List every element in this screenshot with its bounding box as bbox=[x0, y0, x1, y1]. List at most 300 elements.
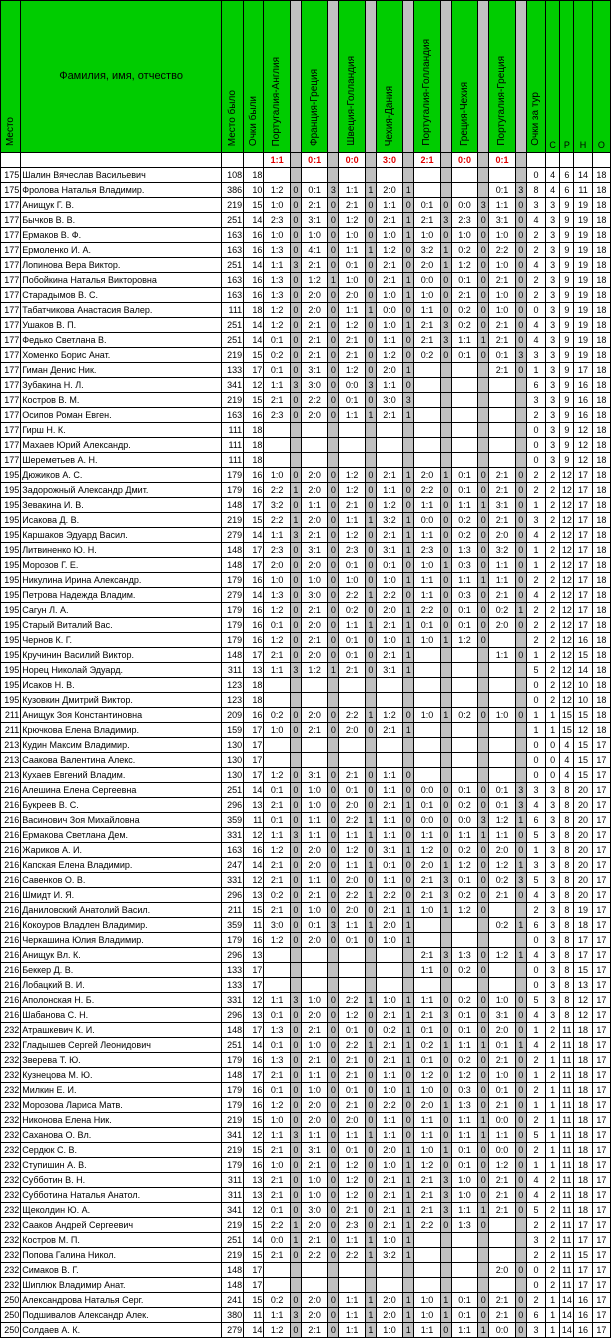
prediction-cell bbox=[301, 978, 327, 993]
prediction-points-cell bbox=[478, 978, 489, 993]
prediction-points-cell: 1 bbox=[403, 468, 414, 483]
o-cell: 17 bbox=[592, 1068, 610, 1083]
name-cell: Фролова Наталья Владимир. bbox=[21, 183, 222, 198]
r-cell: 12 bbox=[560, 513, 574, 528]
results-spacer bbox=[365, 153, 376, 168]
tour-points-cell: 6 bbox=[526, 1308, 545, 1323]
prediction-points-cell: 1 bbox=[403, 1173, 414, 1188]
prediction-points-cell: 0 bbox=[478, 783, 489, 798]
prev-place-cell: 163 bbox=[221, 228, 243, 243]
c-cell: 2 bbox=[546, 663, 560, 678]
n-cell: 17 bbox=[574, 933, 592, 948]
prediction-points-cell: 0 bbox=[440, 288, 451, 303]
prediction-points-cell: 0 bbox=[365, 1203, 376, 1218]
prediction-cell: 4:1 bbox=[301, 243, 327, 258]
r-cell: 12 bbox=[560, 603, 574, 618]
place-cell: 232 bbox=[1, 1233, 21, 1248]
prediction-cell: 1:1 bbox=[414, 993, 440, 1008]
header-row bbox=[1, 1, 611, 153]
r-cell: 11 bbox=[560, 1188, 574, 1203]
c-cell: 1 bbox=[546, 1128, 560, 1143]
prediction-cell: 1:2 bbox=[301, 273, 327, 288]
prediction-points-cell: 0 bbox=[328, 1158, 339, 1173]
prediction-cell: 2:0 bbox=[264, 558, 290, 573]
prediction-cell: 1:1 bbox=[414, 828, 440, 843]
prediction-cell: 1:1 bbox=[264, 1308, 290, 1323]
place-cell: 232 bbox=[1, 1203, 21, 1218]
prediction-cell: 2:1 bbox=[376, 618, 402, 633]
prediction-points-cell: 1 bbox=[365, 813, 376, 828]
c-cell: 2 bbox=[546, 1248, 560, 1263]
prediction-cell: 2:1 bbox=[489, 1203, 515, 1218]
prev-place-cell: 108 bbox=[221, 168, 243, 183]
prediction-points-cell: 0 bbox=[365, 228, 376, 243]
prediction-cell: 0:1 bbox=[376, 858, 402, 873]
prediction-points-cell bbox=[403, 1278, 414, 1293]
c-cell: 2 bbox=[546, 633, 560, 648]
prediction-cell: 2:2 bbox=[339, 1038, 365, 1053]
name-cell: Кухаев Евгений Владим. bbox=[21, 768, 222, 783]
n-cell: 18 bbox=[574, 1113, 592, 1128]
prediction-cell: 2:0 bbox=[301, 843, 327, 858]
prediction-points-cell: 0 bbox=[440, 198, 451, 213]
prediction-cell: 2:0 bbox=[301, 1293, 327, 1308]
prediction-cell bbox=[264, 423, 290, 438]
prediction-cell: 1:0 bbox=[301, 1188, 327, 1203]
prediction-points-cell: 1 bbox=[403, 1158, 414, 1173]
prediction-points-cell bbox=[515, 903, 526, 918]
prediction-cell: 0:1 bbox=[264, 1203, 290, 1218]
prev-points-cell: 13 bbox=[244, 1188, 264, 1203]
prediction-cell bbox=[451, 663, 477, 678]
prediction-cell: 1:3 bbox=[451, 543, 477, 558]
prediction-points-cell: 0 bbox=[290, 318, 301, 333]
o-cell: 18 bbox=[592, 528, 610, 543]
prediction-cell bbox=[414, 378, 440, 393]
prediction-cell: 3:1 bbox=[376, 663, 402, 678]
tour-points-cell: 1 bbox=[526, 723, 545, 738]
prediction-cell bbox=[376, 168, 402, 183]
prediction-cell: 2:0 bbox=[414, 258, 440, 273]
n-cell: 17 bbox=[574, 513, 592, 528]
table-row bbox=[1, 228, 611, 243]
o-cell: 17 bbox=[592, 948, 610, 963]
prediction-points-cell: 0 bbox=[515, 483, 526, 498]
prev-place-cell: 133 bbox=[221, 363, 243, 378]
n-cell: 18 bbox=[574, 1053, 592, 1068]
prediction-points-cell: 0 bbox=[365, 333, 376, 348]
prediction-cell: 1:0 bbox=[264, 468, 290, 483]
prediction-points-cell bbox=[403, 963, 414, 978]
prediction-cell: 2:1 bbox=[414, 1188, 440, 1203]
prediction-cell bbox=[339, 168, 365, 183]
r-cell: 12 bbox=[560, 678, 574, 693]
prediction-points-cell: 0 bbox=[440, 543, 451, 558]
prediction-points-cell: 0 bbox=[478, 258, 489, 273]
o-cell: 18 bbox=[592, 588, 610, 603]
c-cell: 2 bbox=[546, 528, 560, 543]
prediction-points-cell: 0 bbox=[365, 258, 376, 273]
prediction-cell bbox=[414, 918, 440, 933]
c-cell: 3 bbox=[546, 963, 560, 978]
prediction-cell bbox=[301, 963, 327, 978]
prev-place-cell: 251 bbox=[221, 213, 243, 228]
prediction-points-cell: 0 bbox=[403, 783, 414, 798]
prediction-cell: 1:2 bbox=[264, 1323, 290, 1338]
prediction-points-cell: 1 bbox=[440, 1308, 451, 1323]
prediction-points-cell: 0 bbox=[403, 1068, 414, 1083]
prediction-points-cell: 0 bbox=[365, 663, 376, 678]
prediction-cell: 2:1 bbox=[376, 798, 402, 813]
prev-points-cell: 16 bbox=[244, 618, 264, 633]
prediction-cell: 1:1 bbox=[339, 408, 365, 423]
prediction-points-cell bbox=[478, 438, 489, 453]
name-cell: Субботин В. Н. bbox=[21, 1173, 222, 1188]
prediction-points-cell: 0 bbox=[478, 993, 489, 1008]
table-row bbox=[1, 558, 611, 573]
prediction-cell: 0:1 bbox=[489, 183, 515, 198]
c-cell: 2 bbox=[546, 603, 560, 618]
prev-points-cell: 11 bbox=[244, 918, 264, 933]
prediction-cell bbox=[301, 693, 327, 708]
table-row bbox=[1, 1308, 611, 1323]
prediction-points-cell: 0 bbox=[328, 318, 339, 333]
prediction-points-cell: 1 bbox=[290, 1218, 301, 1233]
prediction-points-cell: 0 bbox=[403, 333, 414, 348]
prediction-points-cell: 0 bbox=[290, 873, 301, 888]
prediction-cell: 1:2 bbox=[376, 708, 402, 723]
prediction-points-cell: 1 bbox=[403, 633, 414, 648]
prediction-cell: 0:1 bbox=[451, 783, 477, 798]
prev-place-cell: 148 bbox=[221, 648, 243, 663]
prediction-cell: 0:1 bbox=[451, 1023, 477, 1038]
name-cell: Кузнецова М. Ю. bbox=[21, 1068, 222, 1083]
prediction-cell: 1:1 bbox=[414, 1128, 440, 1143]
place-cell: 216 bbox=[1, 918, 21, 933]
prediction-cell: 1:0 bbox=[301, 1038, 327, 1053]
prediction-cell: 3:1 bbox=[489, 498, 515, 513]
name-cell: Гирш Н. К. bbox=[21, 423, 222, 438]
prediction-cell: 1:1 bbox=[376, 828, 402, 843]
prediction-points-cell: 0 bbox=[328, 933, 339, 948]
prediction-cell: 1:0 bbox=[414, 1083, 440, 1098]
prediction-cell: 3:0 bbox=[264, 918, 290, 933]
n-cell: 17 bbox=[574, 573, 592, 588]
prediction-points-cell: 3 bbox=[478, 813, 489, 828]
prediction-points-cell: 0 bbox=[290, 1068, 301, 1083]
prev-points-cell: 17 bbox=[244, 723, 264, 738]
place-cell: 177 bbox=[1, 333, 21, 348]
prediction-cell: 0:0 bbox=[451, 198, 477, 213]
c-cell: 2 bbox=[546, 618, 560, 633]
prediction-points-cell: 0 bbox=[515, 513, 526, 528]
place-cell: 195 bbox=[1, 588, 21, 603]
prediction-points-cell: 1 bbox=[365, 408, 376, 423]
name-cell: Попова Галина Никол. bbox=[21, 1248, 222, 1263]
prediction-points-cell: 1 bbox=[403, 933, 414, 948]
prediction-points-cell: 0 bbox=[290, 1113, 301, 1128]
prediction-points-cell: 0 bbox=[328, 198, 339, 213]
prediction-cell bbox=[414, 933, 440, 948]
o-cell: 17 bbox=[592, 828, 610, 843]
prediction-points-cell: 3 bbox=[515, 873, 526, 888]
name-cell: Петрова Надежда Владим. bbox=[21, 588, 222, 603]
table-row bbox=[1, 1053, 611, 1068]
n-cell: 20 bbox=[574, 888, 592, 903]
c-cell: 3 bbox=[546, 273, 560, 288]
prediction-cell: 2:1 bbox=[414, 948, 440, 963]
prediction-cell: 1:0 bbox=[489, 708, 515, 723]
prev-place-cell: 179 bbox=[221, 633, 243, 648]
tour-points-cell: 4 bbox=[526, 1188, 545, 1203]
prediction-points-cell: 0 bbox=[328, 813, 339, 828]
tour-points-cell: 4 bbox=[526, 258, 545, 273]
prediction-cell: 1:0 bbox=[301, 228, 327, 243]
c-cell: 1 bbox=[546, 1308, 560, 1323]
prediction-points-cell: 3 bbox=[478, 198, 489, 213]
col-header-spacer bbox=[515, 1, 526, 153]
c-cell: 3 bbox=[546, 243, 560, 258]
prediction-cell: 2:1 bbox=[301, 1323, 327, 1338]
prediction-cell: 1:0 bbox=[451, 1188, 477, 1203]
prev-place-cell: 251 bbox=[221, 1038, 243, 1053]
prediction-points-cell: 1 bbox=[365, 1293, 376, 1308]
r-cell: 15 bbox=[560, 708, 574, 723]
prev-points-cell: 16 bbox=[244, 933, 264, 948]
prev-points-cell: 13 bbox=[244, 1173, 264, 1188]
prediction-cell: 1:2 bbox=[451, 258, 477, 273]
prediction-cell: 0:1 bbox=[339, 393, 365, 408]
prediction-points-cell bbox=[403, 978, 414, 993]
prev-points-cell: 16 bbox=[244, 708, 264, 723]
tour-points-cell: 1 bbox=[526, 498, 545, 513]
prediction-cell: 2:1 bbox=[414, 213, 440, 228]
c-cell: 2 bbox=[546, 1203, 560, 1218]
prediction-points-cell bbox=[440, 1263, 451, 1278]
prediction-points-cell: 0 bbox=[290, 588, 301, 603]
prediction-cell: 0:1 bbox=[264, 1038, 290, 1053]
prediction-cell bbox=[451, 438, 477, 453]
n-cell: 19 bbox=[574, 303, 592, 318]
o-cell: 18 bbox=[592, 633, 610, 648]
prediction-cell bbox=[489, 903, 515, 918]
prev-points-cell: 15 bbox=[244, 1248, 264, 1263]
prediction-points-cell: 1 bbox=[403, 1323, 414, 1338]
prediction-cell: 1:0 bbox=[376, 633, 402, 648]
prediction-cell: 0:1 bbox=[339, 558, 365, 573]
prev-points-cell: 18 bbox=[244, 693, 264, 708]
o-cell: 18 bbox=[592, 513, 610, 528]
name-cell: Исаков Н. В. bbox=[21, 678, 222, 693]
prediction-points-cell: 0 bbox=[328, 858, 339, 873]
tour-points-cell: 1 bbox=[526, 843, 545, 858]
tour-points-cell: 1 bbox=[526, 543, 545, 558]
prediction-points-cell: 0 bbox=[365, 723, 376, 738]
tour-points-cell: 4 bbox=[526, 213, 545, 228]
table-row bbox=[1, 1173, 611, 1188]
prediction-cell: 1:1 bbox=[376, 1113, 402, 1128]
prediction-points-cell: 0 bbox=[290, 1038, 301, 1053]
prediction-points-cell bbox=[403, 168, 414, 183]
r-cell: 9 bbox=[560, 453, 574, 468]
table-row bbox=[1, 1248, 611, 1263]
prediction-points-cell bbox=[403, 438, 414, 453]
prediction-points-cell bbox=[290, 963, 301, 978]
prediction-cell bbox=[489, 753, 515, 768]
prediction-points-cell: 0 bbox=[365, 1188, 376, 1203]
name-cell: Милкин Е. И. bbox=[21, 1083, 222, 1098]
prediction-points-cell: 0 bbox=[365, 1113, 376, 1128]
prediction-points-cell bbox=[515, 408, 526, 423]
prediction-cell bbox=[489, 768, 515, 783]
prev-place-cell: 123 bbox=[221, 678, 243, 693]
o-cell: 18 bbox=[592, 723, 610, 738]
prediction-points-cell: 0 bbox=[365, 498, 376, 513]
prev-points-cell: 14 bbox=[244, 528, 264, 543]
prediction-points-cell bbox=[328, 978, 339, 993]
n-cell: 20 bbox=[574, 828, 592, 843]
place-cell: 216 bbox=[1, 813, 21, 828]
prev-place-cell: 163 bbox=[221, 243, 243, 258]
prev-points-cell: 17 bbox=[244, 1263, 264, 1278]
prediction-points-cell bbox=[515, 1218, 526, 1233]
name-cell: Анищук Вл. К. bbox=[21, 948, 222, 963]
prediction-points-cell bbox=[328, 1278, 339, 1293]
prediction-points-cell: 0 bbox=[328, 1293, 339, 1308]
prev-points-cell: 16 bbox=[244, 243, 264, 258]
name-cell: Савенков О. В. bbox=[21, 873, 222, 888]
prediction-points-cell: 0 bbox=[515, 1083, 526, 1098]
prediction-points-cell: 1 bbox=[478, 333, 489, 348]
prediction-cell: 1:1 bbox=[339, 918, 365, 933]
prediction-points-cell: 0 bbox=[478, 873, 489, 888]
n-cell: 18 bbox=[574, 1158, 592, 1173]
c-cell: 1 bbox=[546, 708, 560, 723]
prediction-points-cell: 0 bbox=[328, 1068, 339, 1083]
prediction-points-cell: 0 bbox=[478, 843, 489, 858]
place-cell: 195 bbox=[1, 678, 21, 693]
prediction-cell: 0:2 bbox=[376, 1023, 402, 1038]
prediction-points-cell: 0 bbox=[478, 543, 489, 558]
prediction-points-cell: 0 bbox=[290, 648, 301, 663]
prediction-cell: 1:1 bbox=[264, 663, 290, 678]
prediction-cell: 3:2 bbox=[376, 1248, 402, 1263]
prediction-points-cell bbox=[290, 678, 301, 693]
prediction-points-cell: 0 bbox=[328, 1098, 339, 1113]
prediction-cell: 2:1 bbox=[376, 648, 402, 663]
n-cell: 17 bbox=[574, 948, 592, 963]
prediction-cell: 0:0 bbox=[489, 1113, 515, 1128]
o-cell: 17 bbox=[592, 783, 610, 798]
prediction-cell: 2:1 bbox=[301, 1158, 327, 1173]
prediction-cell: 0:2 bbox=[451, 708, 477, 723]
col-header-match: Чехия-Дания bbox=[376, 1, 402, 153]
table-row bbox=[1, 1008, 611, 1023]
table-row bbox=[1, 393, 611, 408]
place-cell: 216 bbox=[1, 858, 21, 873]
prediction-cell: 0:0 bbox=[376, 303, 402, 318]
prediction-points-cell: 0 bbox=[328, 333, 339, 348]
prediction-points-cell: 0 bbox=[328, 618, 339, 633]
prediction-points-cell: 0 bbox=[440, 843, 451, 858]
prev-points-cell: 14 bbox=[244, 783, 264, 798]
prediction-points-cell: 0 bbox=[328, 1308, 339, 1323]
prediction-cell bbox=[451, 918, 477, 933]
r-cell: 11 bbox=[560, 1158, 574, 1173]
prediction-points-cell: 0 bbox=[328, 903, 339, 918]
prediction-points-cell: 0 bbox=[328, 528, 339, 543]
prediction-points-cell: 0 bbox=[365, 798, 376, 813]
prediction-points-cell: 0 bbox=[365, 1173, 376, 1188]
prediction-cell bbox=[339, 1278, 365, 1293]
prediction-points-cell: 0 bbox=[328, 588, 339, 603]
col-header-spacer bbox=[290, 1, 301, 153]
prediction-points-cell bbox=[290, 693, 301, 708]
prediction-points-cell: 1 bbox=[403, 513, 414, 528]
prediction-points-cell: 1 bbox=[515, 858, 526, 873]
tour-points-cell: 1 bbox=[526, 648, 545, 663]
prediction-points-cell bbox=[515, 393, 526, 408]
o-cell: 17 bbox=[592, 1128, 610, 1143]
prediction-cell: 2:1 bbox=[414, 1008, 440, 1023]
prediction-points-cell: 0 bbox=[515, 363, 526, 378]
name-cell: Хоменко Борис Анат. bbox=[21, 348, 222, 363]
prediction-cell: 2:3 bbox=[339, 543, 365, 558]
prediction-points-cell bbox=[515, 378, 526, 393]
place-cell: 216 bbox=[1, 978, 21, 993]
prediction-points-cell: 0 bbox=[440, 573, 451, 588]
prev-place-cell: 179 bbox=[221, 483, 243, 498]
c-cell: 1 bbox=[546, 1158, 560, 1173]
table-row bbox=[1, 1323, 611, 1338]
prediction-points-cell bbox=[365, 738, 376, 753]
prediction-cell: 0:1 bbox=[414, 1023, 440, 1038]
prediction-points-cell: 1 bbox=[365, 183, 376, 198]
prev-place-cell: 179 bbox=[221, 1083, 243, 1098]
name-cell: Каршаков Эдуард Васил. bbox=[21, 528, 222, 543]
prediction-cell: 2:0 bbox=[301, 1113, 327, 1128]
name-cell: Сагун Л. А. bbox=[21, 603, 222, 618]
table-row bbox=[1, 1098, 611, 1113]
prediction-cell: 2:1 bbox=[339, 333, 365, 348]
prediction-cell bbox=[489, 633, 515, 648]
prediction-cell: 2:2 bbox=[414, 483, 440, 498]
prediction-points-cell: 0 bbox=[290, 1143, 301, 1158]
prediction-points-cell: 0 bbox=[440, 1068, 451, 1083]
c-cell: 3 bbox=[546, 408, 560, 423]
n-cell: 19 bbox=[574, 348, 592, 363]
prediction-cell bbox=[414, 453, 440, 468]
prediction-cell: 1:1 bbox=[451, 1128, 477, 1143]
o-cell: 17 bbox=[592, 1218, 610, 1233]
prediction-cell: 2:1 bbox=[489, 273, 515, 288]
prediction-points-cell: 0 bbox=[478, 618, 489, 633]
prediction-points-cell: 0 bbox=[478, 1188, 489, 1203]
prediction-cell: 2:2 bbox=[264, 483, 290, 498]
prev-place-cell: 211 bbox=[221, 903, 243, 918]
tour-points-cell: 2 bbox=[526, 1083, 545, 1098]
prediction-cell: 1:1 bbox=[414, 588, 440, 603]
prediction-points-cell bbox=[515, 1278, 526, 1293]
prev-place-cell: 219 bbox=[221, 198, 243, 213]
o-cell: 18 bbox=[592, 453, 610, 468]
prediction-points-cell: 0 bbox=[365, 348, 376, 363]
prediction-cell: 2:2 bbox=[489, 243, 515, 258]
prediction-cell: 0:1 bbox=[451, 1308, 477, 1323]
prediction-cell: 2:1 bbox=[264, 1248, 290, 1263]
table-row bbox=[1, 933, 611, 948]
prediction-cell: 1:1 bbox=[489, 648, 515, 663]
